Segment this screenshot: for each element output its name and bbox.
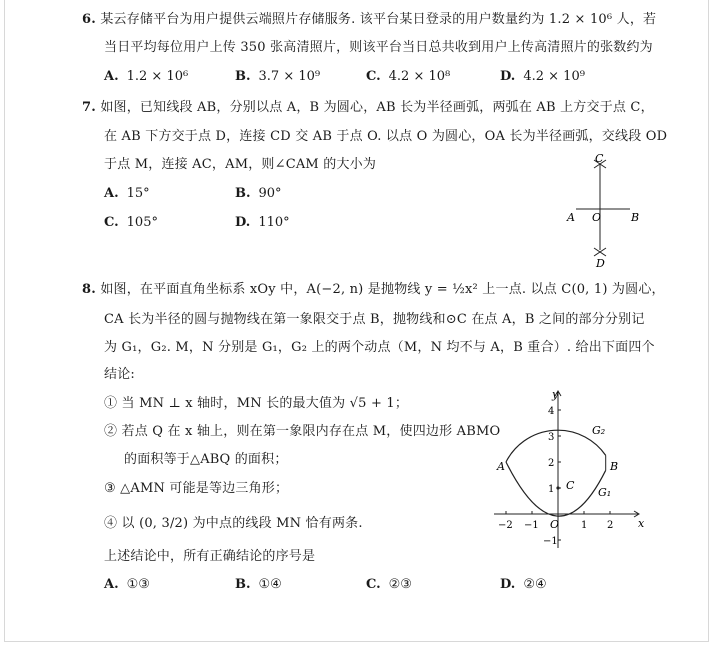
q7-number: 7. [82,100,96,115]
q8-conclusion-2a: ② 若点 Q 在 x 轴上，则在第一象限内存在点 M，使四边形 ABMO [104,424,501,439]
q8-question: 上述结论中，所有正确结论的序号是 [104,549,316,564]
q7-label-d: D [596,257,605,270]
q7-option-a[interactable] [104,186,150,202]
label-x-axis: x [638,517,645,530]
q7-option-b[interactable] [235,186,282,202]
q7-option-c[interactable] [104,215,158,231]
q6-option-b-label: B. [235,69,251,84]
q6-line-2: 当日平均每位用户上传 350 张高清照片，则该平台当日总共收到用户上传高清照片的张数约为 [104,40,653,55]
label-y-axis: y [552,388,559,401]
q7-label-c: C [595,152,604,165]
q8-line-1 [82,282,665,298]
q8-option-a-label: A. [104,577,119,592]
q6-option-b[interactable] [235,69,320,85]
q7-figure [560,152,640,272]
q7-option-c-text: 105° [126,215,158,230]
q7-option-d-text: 110° [258,215,290,230]
q6-option-d-label: D. [500,69,516,84]
xtick-label-1: 1 [581,520,588,531]
q8-option-c-label: C. [366,577,381,592]
q6-option-c[interactable] [366,69,450,85]
q8-option-a-text: ①③ [126,577,150,592]
q7-option-b-label: B. [235,186,251,201]
q8-conclusion-2b: 的面积等于△ABQ 的面积； [124,452,288,467]
ytick-label-2: 2 [548,458,555,469]
q8-line-4: 结论: [104,367,135,382]
q8-option-a[interactable] [104,577,150,593]
q6-line-1 [82,12,656,28]
q6-option-b-text: 3.7 × 10⁹ [258,69,321,84]
q7-label-a: A [567,211,575,224]
label-point-b: B [610,460,619,473]
point-c-dot [556,486,559,489]
xtick-label-neg2: −2 [498,520,513,531]
q7-option-a-text: 15° [126,186,150,201]
q6-text-1: 某云存储平台为用户提供云端照片存储服务. 该平台某日登录的用户数量约为 1.2 × 10⁶ 人，若 [100,12,657,27]
q8-figure [488,386,648,554]
curve-g2-circle-arc [506,430,606,462]
q6-option-d-text: 4.2 × 10⁹ [523,69,585,84]
q8-number: 8. [82,282,96,297]
q7-line-2: 在 AB 下方交于点 D，连接 CD 交 AB 于点 O. 以点 O 为圆心，OA 长为半径画弧，交线段 OD [104,129,668,144]
q8-conclusion-4: ④ 以 (0, 3/2) 为中点的线段 MN 恰有两条. [104,516,363,531]
label-g2: G₂ [592,424,606,437]
q6-option-a-label: A. [104,69,119,84]
q7-option-d-label: D. [235,215,251,230]
q8-option-d-text: ②④ [523,577,547,592]
xtick-label-2: 2 [607,520,614,531]
q7-option-b-text: 90° [258,186,282,201]
q8-conclusion-3: ③ △AMN 可能是等边三角形； [104,481,289,496]
q7-option-d[interactable] [235,215,290,231]
q8-option-b-text: ①④ [258,577,282,592]
q7-option-c-label: C. [104,215,119,230]
q6-option-a-text: 1.2 × 10⁶ [126,69,189,84]
q7-text-1: 如图，已知线段 AB，分别以点 A，B 为圆心，AB 长为半径画弧，两弧在 AB 上方交于点 C， [100,100,654,115]
q8-option-c-text: ②③ [388,577,412,592]
q8-option-c[interactable] [366,577,412,593]
xtick-label-neg1: −1 [524,520,539,531]
q7-label-o: O [592,211,602,224]
q8-option-b[interactable] [235,577,282,593]
q6-number: 6. [82,12,96,27]
label-point-c: C [566,479,575,492]
ytick-label-4: 4 [548,406,555,417]
q8-line-3: 为 G₁，G₂. M，N 分别是 G₁，G₂ 上的两个动点（M，N 均不与 A，B 重合）. 给出下面四个 [104,340,655,355]
q8-line-2: CA 长为半径的圆与抛物线在第一象限交于点 B，抛物线和⊙C 在点 A，B 之间的部分分别记 [104,312,645,327]
ytick-label-3: 3 [548,432,555,443]
q7-line-3: 于点 M，连接 AC，AM，则∠CAM 的大小为 [104,157,377,172]
q6-option-c-label: C. [366,69,381,84]
ytick-label-1: 1 [548,484,555,495]
label-point-a: A [497,460,505,473]
q8-conclusion-1: ① 当 MN ⊥ x 轴时，MN 长的最大值为 √5 + 1； [104,396,409,411]
q7-option-a-label: A. [104,186,119,201]
ytick-label-neg1: −1 [543,536,558,547]
q7-label-b: B [631,211,640,224]
label-origin: O [550,518,560,531]
q8-text-1: 如图，在平面直角坐标系 xOy 中，A(−2, n) 是抛物线 y = ½x² 上一点. 以点 C(0, 1) 为圆心， [100,282,665,297]
q8-option-b-label: B. [235,577,251,592]
curve-g1-parabola [506,462,606,516]
q8-option-d-label: D. [500,577,516,592]
label-g1: G₁ [598,486,612,499]
q7-line-1 [82,100,654,116]
q6-option-a[interactable] [104,69,188,85]
q8-option-d[interactable] [500,577,547,593]
q6-option-c-text: 4.2 × 10⁸ [388,69,451,84]
q6-option-d[interactable] [500,69,585,85]
